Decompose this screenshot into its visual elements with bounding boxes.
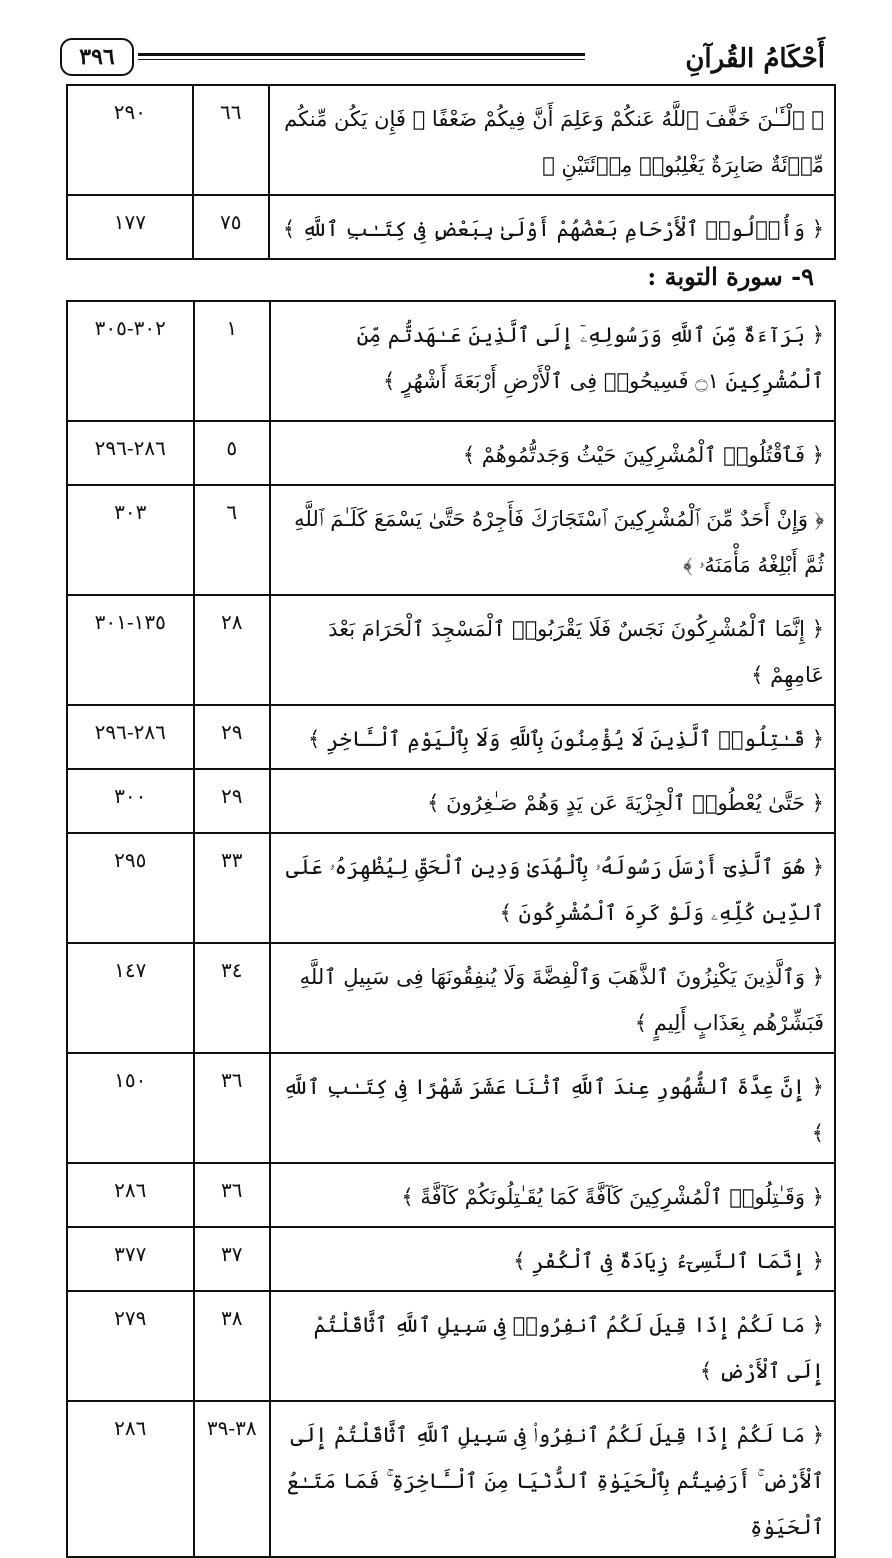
page-references: ٣٠٣	[67, 485, 194, 595]
aya-number: ٧٥	[193, 195, 269, 259]
table-row	[67, 1227, 835, 1291]
verse-text: ﴿ فَٱقْتُلُوا۟ ٱلْمُشْرِكِينَ حَيْثُ وَجَدتُّمُوهُمْ ﴾	[270, 421, 835, 485]
aya-number: ٣٤	[194, 943, 270, 1053]
table-row	[67, 85, 835, 195]
book-title: أَحْكَامُ القُرآنِ	[685, 44, 825, 74]
table-row	[67, 833, 835, 943]
aya-number: ٣٦	[194, 1163, 270, 1227]
table-row	[67, 1163, 835, 1227]
header-rule	[138, 53, 585, 60]
aya-number: ٣٨	[194, 1291, 270, 1401]
page-references: ١٧٧	[67, 195, 193, 259]
verse-text: ﴿ حَتَّىٰ يُعْطُوا۟ ٱلْجِزْيَةَ عَن يَدٍ وَهُمْ صَـٰغِرُونَ ﴾	[270, 769, 835, 833]
table-row	[67, 705, 835, 769]
table-row	[67, 485, 835, 595]
verse-text: ﴿ مَا لَكُمْ إِذَا قِيلَ لَكُمُ ٱنفِرُوا۟ فِى سَبِيلِ ٱللَّهِ ٱثَّاقَلْتُمْ إِلَى ٱلْأَرْضِ ۚ أَرَضِيتُم بِٱلْحَيَوٰةِ ٱلدُّنْيَا مِنَ ٱلْـَٔاخِرَةِ ۚ فَمَا مَتَـٰعُ ٱلْحَيَوٰةِ	[270, 1401, 835, 1557]
aya-number: ٣٦	[194, 1053, 270, 1163]
page-references: ٢٨٦-٢٩٦	[67, 421, 194, 485]
verse-text: ﴿ إِنَّمَا ٱلنَّسِىٓءُ زِيَادَةٌ فِى ٱلْكُفْرِ ﴾	[270, 1227, 835, 1291]
page-references: ٢٨٦	[67, 1401, 194, 1557]
page-header	[60, 38, 825, 78]
table-row	[67, 943, 835, 1053]
verses-table-tawbah	[66, 300, 836, 1558]
aya-number: ٣٣	[194, 833, 270, 943]
verse-text: ﴿ وَإِنْ أَحَدٌ مِّنَ ٱلْمُشْرِكِينَ ٱسْتَجَارَكَ فَأَجِرْهُ حَتَّىٰ يَسْمَعَ كَلَـٰمَ ٱللَّهِ ثُمَّ أَبْلِغْهُ مَأْمَنَهُۥ ﴾	[270, 485, 835, 595]
page-references: ١٣٥-٣٠١	[67, 595, 194, 705]
verse-text: ﴿ وَأُو۟لُوا۟ ٱلْأَرْحَامِ بَعْضُهُمْ أَوْلَىٰ بِبَعْضٍ فِى كِتَـٰبِ ٱللَّهِ ﴾	[269, 195, 835, 259]
table-row	[67, 595, 835, 705]
page-references: ٣٠٠	[67, 769, 194, 833]
aya-number: ٥	[194, 421, 270, 485]
page-references: ٣٠٢-٣٠٥	[67, 301, 194, 421]
verse-text: ﴿ ٱلْـَٔـٰنَ خَفَّفَ ٱللَّهُ عَنكُمْ وَعَلِمَ أَنَّ فِيكُمْ ضَعْفًا ۚ فَإِن يَكُن مِّنكُم مِّا۟ئَةٌ صَابِرَةٌ يَغْلِبُوا۟ مِا۟ئَتَيْنِ ﴾	[269, 85, 835, 195]
page-references: ٢٩٥	[67, 833, 194, 943]
verse-text: ﴿ بَرَآءَةٌ مِّنَ ٱللَّهِ وَرَسُولِهِۦٓ إِلَى ٱلَّذِينَ عَـٰهَدتُّم مِّنَ ٱلْمُشْرِكِينَ ۝١ فَسِيحُوا۟ فِى ٱلْأَرْضِ أَرْبَعَةَ أَشْهُرٍ ﴾	[270, 301, 835, 421]
table-row	[67, 421, 835, 485]
page-references: ١٤٧	[67, 943, 194, 1053]
aya-number: ٣٧	[194, 1227, 270, 1291]
table-row	[67, 1291, 835, 1401]
verse-text: ﴿ وَقَـٰتِلُوا۟ ٱلْمُشْرِكِينَ كَآفَّةً كَمَا يُقَـٰتِلُونَكُمْ كَآفَّةً ﴾	[270, 1163, 835, 1227]
verse-text: ﴿ مَا لَكُمْ إِذَا قِيلَ لَكُمُ ٱنفِرُوا۟ فِى سَبِيلِ ٱللَّهِ ٱثَّاقَلْتُمْ إِلَى ٱلْأَرْضِ ﴾	[270, 1291, 835, 1401]
table-row	[67, 301, 835, 421]
surah-heading: ٩- سورة التوبة :	[647, 262, 814, 291]
page-references: ٢٧٩	[67, 1291, 194, 1401]
table-row	[67, 1401, 835, 1557]
aya-number: ٦	[194, 485, 270, 595]
aya-number: ٦٦	[193, 85, 269, 195]
table-row	[67, 769, 835, 833]
aya-number: ١	[194, 301, 270, 421]
aya-number: ٢٩	[194, 769, 270, 833]
verse-text: ﴿ هُوَ ٱلَّذِىٓ أَرْسَلَ رَسُولَهُۥ بِٱلْهُدَىٰ وَدِينِ ٱلْحَقِّ لِيُظْهِرَهُۥ عَلَى ٱلدِّينِ كُلِّهِۦ وَلَوْ كَرِهَ ٱلْمُشْرِكُونَ ﴾	[270, 833, 835, 943]
table-row	[67, 195, 835, 259]
aya-number: ٣٨-٣٩	[194, 1401, 270, 1557]
page-references: ٢٨٦	[67, 1163, 194, 1227]
verse-text: ﴿ وَٱلَّذِينَ يَكْنِزُونَ ٱلذَّهَبَ وَٱلْفِضَّةَ وَلَا يُنفِقُونَهَا فِى سَبِيلِ ٱللَّهِ فَبَشِّرْهُم بِعَذَابٍ أَلِيمٍ ﴾	[270, 943, 835, 1053]
page-references: ٣٧٧	[67, 1227, 194, 1291]
page-number: ٣٩٦	[60, 38, 134, 76]
aya-number: ٢٨	[194, 595, 270, 705]
page-references: ٢٨٦-٢٩٦	[67, 705, 194, 769]
page-references: ٢٩٠	[67, 85, 193, 195]
aya-number: ٢٩	[194, 705, 270, 769]
verse-text: ﴿ إِنَّ عِدَّةَ ٱلشُّهُورِ عِندَ ٱللَّهِ ٱثْنَا عَشَرَ شَهْرًا فِى كِتَـٰبِ ٱللَّهِ ﴾	[270, 1053, 835, 1163]
verse-text: ﴿ إِنَّمَا ٱلْمُشْرِكُونَ نَجَسٌ فَلَا يَقْرَبُوا۟ ٱلْمَسْجِدَ ٱلْحَرَامَ بَعْدَ عَامِهِمْ ﴾	[270, 595, 835, 705]
table-row	[67, 1053, 835, 1163]
verses-table-anfal	[66, 84, 836, 260]
verse-text: ﴿ قَـٰتِلُوا۟ ٱلَّذِينَ لَا يُؤْمِنُونَ بِٱللَّهِ وَلَا بِٱلْيَوْمِ ٱلْـَٔاخِرِ ﴾	[270, 705, 835, 769]
page-references: ١٥٠	[67, 1053, 194, 1163]
